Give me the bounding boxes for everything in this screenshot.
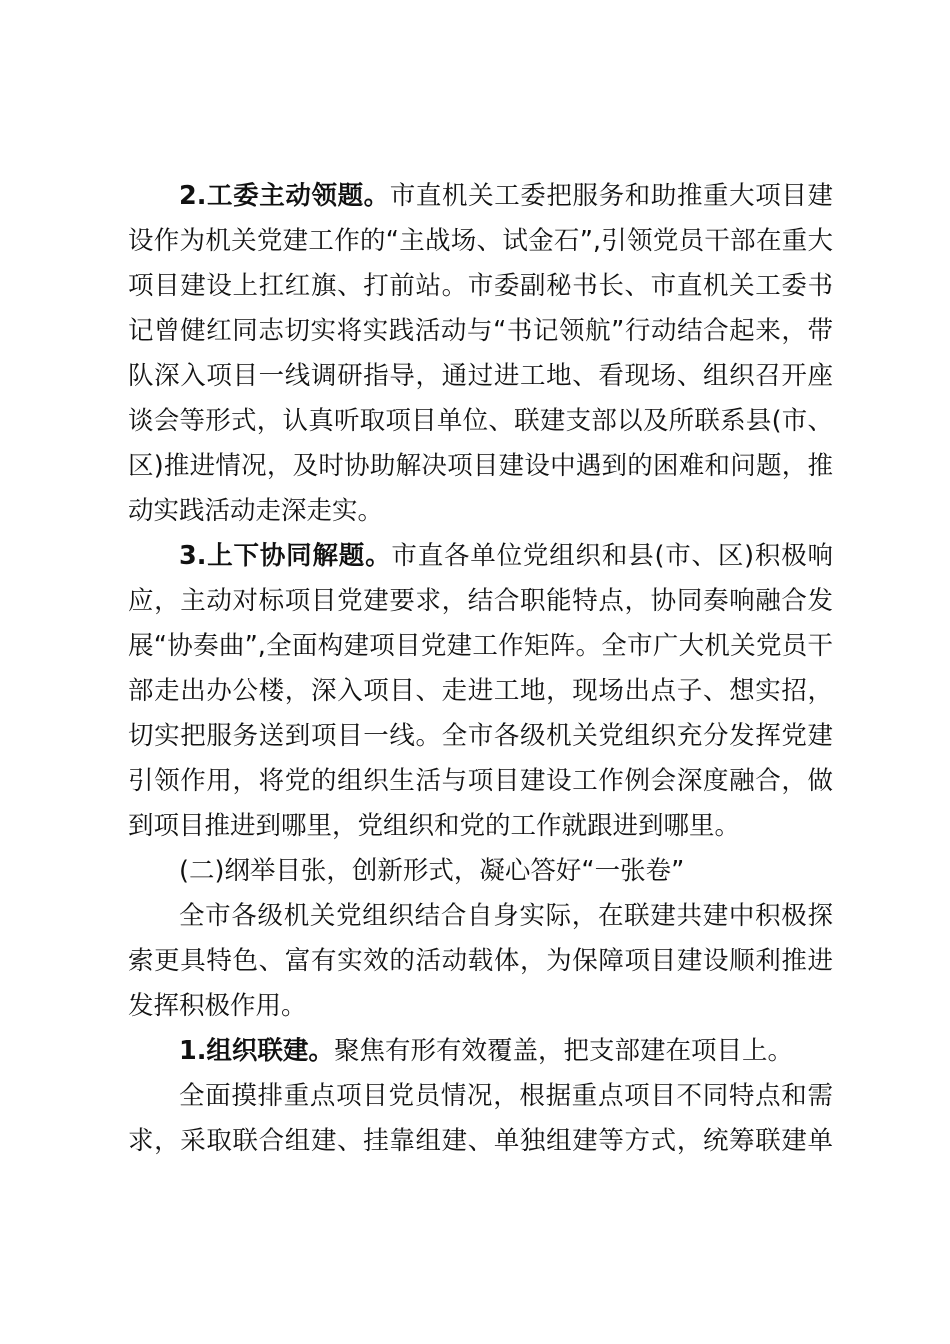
paragraph-text: 聚焦有形有效覆盖，把支部建在项目上。 (333, 1036, 793, 1066)
paragraph-line: 区)推进情况，及时协助解决项目建设中遇到的困难和问题，推 (128, 451, 833, 481)
paragraph-line: 应，主动对标项目党建要求，结合职能特点，协同奏响融合发 (128, 586, 833, 616)
paragraph-line: 引领作用，将党的组织生活与项目建设工作例会深度融合，做 (128, 766, 833, 796)
paragraph-line: 发挥积极作用。 (128, 991, 307, 1021)
paragraph-line: 设作为机关党建工作的“主战场、试金石”,引领党员干部在重大 (128, 226, 833, 256)
paragraph-line (128, 1029, 833, 1074)
paragraph-line: 项目建设上扛红旗、打前站。市委副秘书长、市直机关工委书 (128, 271, 833, 301)
section-heading: (二)纲举目张，创新形式，凝心答好“一张卷” (179, 856, 685, 886)
paragraph-line: 谈会等形式，认真听取项目单位、联建支部以及所联系县(市、 (128, 406, 833, 436)
item-heading: 3.上下协同解题。 (179, 541, 392, 571)
paragraph-line: 到项目推进到哪里，党组织和党的工作就跟进到哪里。 (128, 811, 741, 841)
paragraph-line (128, 174, 833, 219)
paragraph-line: 索更具特色、富有实效的活动载体，为保障项目建设顺利推进 (128, 946, 833, 976)
paragraph-line: 全市各级机关党组织结合自身实际，在联建共建中积极探 (179, 901, 833, 931)
paragraph-line (128, 534, 833, 579)
item-heading: 2.工委主动领题。 (179, 181, 390, 211)
paragraph-line: 动实践活动走深走实。 (128, 496, 384, 526)
paragraph-line: 求，采取联合组建、挂靠组建、单独组建等方式，统筹联建单 (128, 1126, 833, 1156)
paragraph-text: 市直机关工委把服务和助推重大项目建 (389, 181, 833, 211)
paragraph-line: 展“协奏曲”,全面构建项目党建工作矩阵。全市广大机关党员干 (128, 631, 833, 661)
paragraph-line: 全面摸排重点项目党员情况，根据重点项目不同特点和需 (179, 1081, 833, 1111)
paragraph-line: 部走出办公楼，深入项目、走进工地，现场出点子、想实招， (128, 676, 833, 706)
paragraph-line: 队深入项目一线调研指导，通过进工地、看现场、组织召开座 (128, 361, 833, 391)
paragraph-line: 切实把服务送到项目一线。全市各级机关党组织充分发挥党建 (128, 721, 833, 751)
paragraph-line: 记曾健红同志切实将实践活动与“书记领航”行动结合起来，带 (128, 316, 833, 346)
paragraph-text: 市直各单位党组织和县(市、区)积极响 (391, 541, 833, 571)
document-body (128, 174, 833, 1164)
item-heading: 1.组织联建。 (179, 1036, 334, 1066)
